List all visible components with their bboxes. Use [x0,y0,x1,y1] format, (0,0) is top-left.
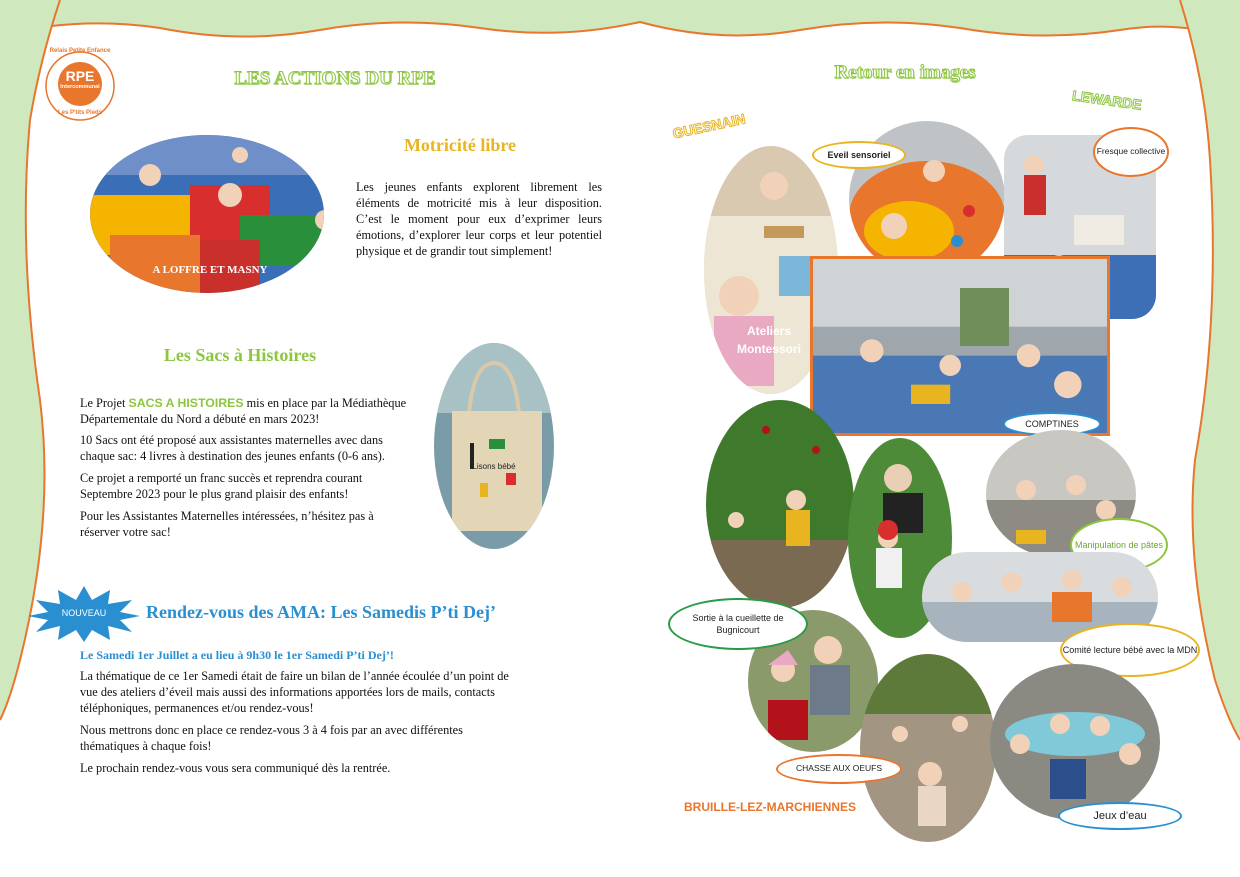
ama-subheading: Le Samedi 1er Juillet a eu lieu à 9h30 le 1er Samedi P’ti Dej’! [80,648,394,662]
label-montessori: Ateliers Montessori [736,324,801,356]
logo-arc-top: Relais Petite Enfance [49,48,111,54]
label-chasse-text: CHASSE AUX OEUFS [796,763,882,774]
ama-paragraph-2: Nous mettrons donc en place ce rendez-vous 3 à 4 fois par an avec différentes thématiques à chaque fois! [80,723,463,753]
label-eveil-sensoriel [812,141,906,169]
label-jeux-eau-text: Jeux d’eau [1093,809,1147,822]
motricite-heading: Motricité libre [403,135,517,155]
logo-name: RPE [65,68,95,84]
motricite-caption: A LOFFRE ET MASNY [152,264,268,276]
rpe-logo [44,50,116,122]
nouveau-badge: NOUVEAU [61,608,107,618]
sacs-p1-after: mis en place par la Médiathèque Départementale du Nord a débuté en mars 2023! [80,396,407,426]
ama-paragraph-3: Le prochain rendez-vous vous sera communiqué dès la rentrée. [80,761,391,775]
sacs-paragraph-3: Ce projet a remporté un franc succès et reprendra courant Septembre 2023 pour le plus grand plaisir des enfants! [80,471,363,501]
sacs-heading: Les Sacs à Histoires [163,345,317,365]
label-comptines-text: COMPTINES [1025,418,1079,429]
motricite-text: Les jeunes enfants explorent librement les éléments de motricité mis à leur disposition. C’est le moment pour eux d’exprimer leurs émotions, d’explorer leur corps et leur potentiel physique et de grandir tout simplement! [356,180,602,258]
label-fresque-text: Fresque collective [1096,146,1166,157]
town-bruille: BRUILLE-LEZ-MARCHIENNES [684,800,856,814]
logo-arc-bottom: Les P'tits Pieds [57,110,103,116]
town-lewarde: LEWARDE [1071,87,1143,113]
label-chasse [776,754,902,784]
page-title-left: LES ACTIONS DU RPE [234,68,436,89]
label-eveil-text: Eveil sensoriel [827,149,891,160]
page-title-right: Retour en images [834,62,976,83]
label-cueillette [668,598,808,650]
ama-paragraph-1: La thématique de ce 1er Samedi était de faire un bilan de l’année écoulée d’un point de vue des ateliers d’éveil mais aussi des informations apportées lors de mails, contacts téléphoniques, permanences et/ou rendez-vous! [80,669,509,715]
ama-heading: Rendez-vous des AMA: Les Samedis P’ti Dej’ [146,602,496,622]
label-fresque [1093,127,1169,177]
label-jeux-eau [1058,802,1182,830]
photo-chasse-oeufs [860,654,996,842]
photo-cueillette-1 [706,400,854,608]
label-comite-text: Comité lecture bébé avec la MDN [1062,644,1198,655]
sacs-paragraph-2: 10 Sacs ont été proposé aux assistantes maternelles avec dans chaque sac: 4 livres à destination des jeunes enfants (0-6 ans). [80,433,385,463]
bag-text: Lisons bébé [472,462,516,471]
sacs-p1-before: Le Projet [80,396,126,410]
town-guesnain: GUESNAIN [671,110,747,142]
sacs-p1-highlight: SACS A HISTOIRES [128,396,244,410]
label-cueillette-text: Sortie à la cueillette de Bugnicourt [692,612,784,635]
label-manipulation-text: Manipulation de pâtes [1074,539,1164,550]
photo-jeux-eau [990,664,1160,820]
sacs-paragraph-1 [80,395,420,427]
sacs-paragraph-4: Pour les Assistantes Maternelles intéressées, n’hésitez pas à réserver votre sac! [80,509,374,539]
logo-sub: Intercommunal [60,84,100,90]
photo-sac-histoires [434,343,554,549]
photo-comptines [810,256,1110,436]
